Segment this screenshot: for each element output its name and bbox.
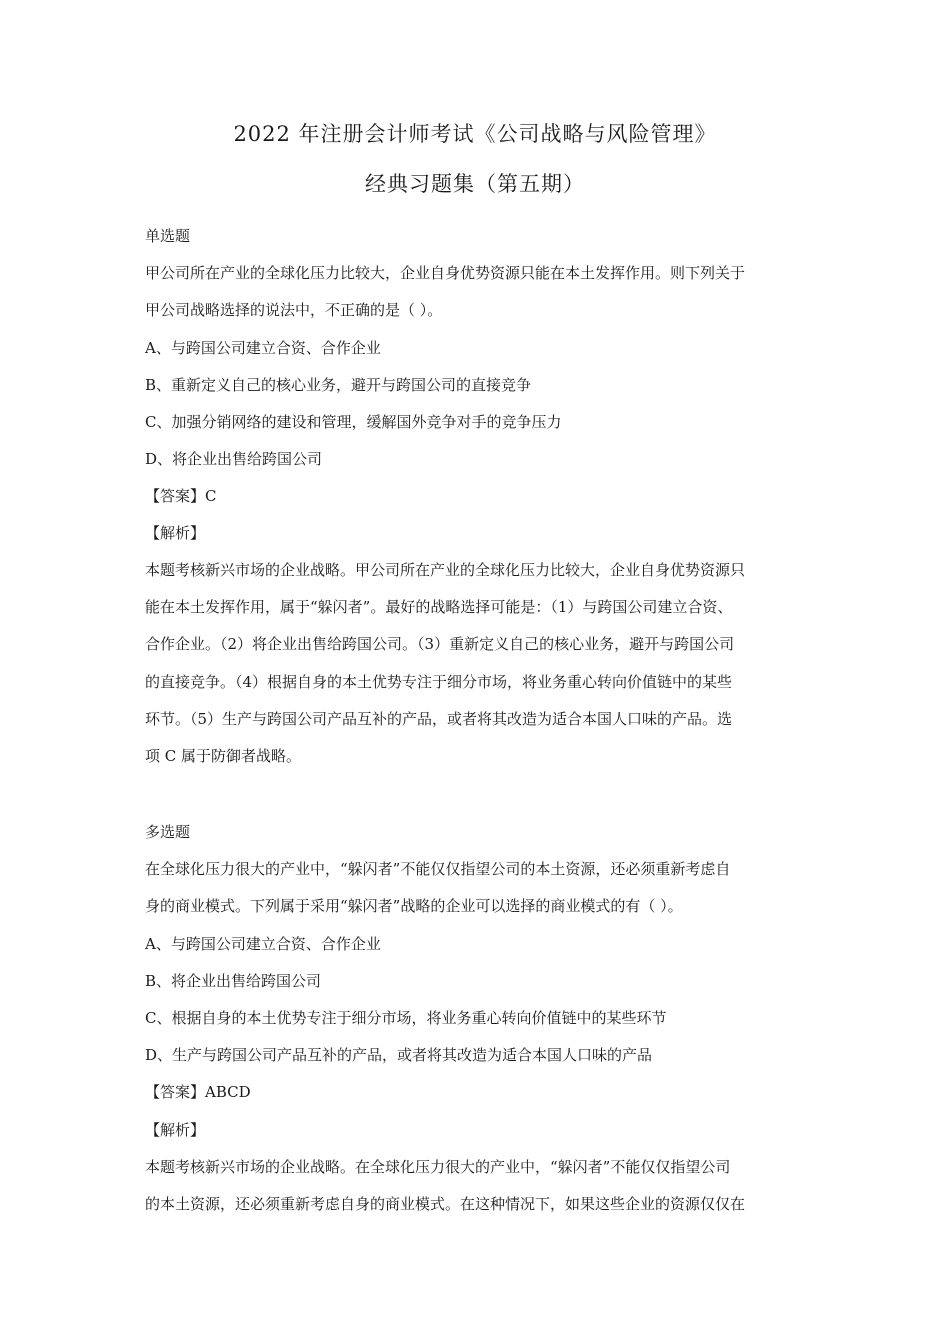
q1-analysis-line6: 项 C 属于防御者战略。 bbox=[145, 747, 302, 765]
q1-stem-line1: 甲公司所在产业的全球化压力比较大，企业自身优势资源只能在本土发挥作用。则下列关于 bbox=[145, 264, 746, 282]
q1-option-c: C、加强分销网络的建设和管理，缓解国外竞争对手的竞争压力 bbox=[145, 413, 562, 431]
q1-answer: 【答案】C bbox=[145, 487, 217, 505]
q2-analysis-line1: 本题考核新兴市场的企业战略。在全球化压力很大的产业中，“躲闪者”不能仅仅指望公司 bbox=[145, 1158, 731, 1176]
q2-option-a: A、与跨国公司建立合资、合作企业 bbox=[145, 935, 381, 953]
document-title: 2022 年注册会计师考试《公司战略与风险管理》 bbox=[233, 122, 717, 146]
q2-stem-line1: 在全球化压力很大的产业中，“躲闪者”不能仅仅指望公司的本土资源，还必须重新考虑自 bbox=[145, 860, 731, 878]
q1-option-a: A、与跨国公司建立合资、合作企业 bbox=[145, 339, 381, 357]
q2-option-d: D、生产与跨国公司产品互补的产品，或者将其改造为适合本国人口味的产品 bbox=[145, 1046, 653, 1064]
q1-analysis-line1: 本题考核新兴市场的企业战略。甲公司所在产业的全球化压力比较大，企业自身优势资源只 bbox=[145, 561, 746, 579]
q1-analysis-line5: 环节。（5）生产与跨国公司产品互补的产品，或者将其改造为适合本国人口味的产品。选 bbox=[145, 710, 733, 728]
q2-analysis-label: 【解析】 bbox=[145, 1121, 206, 1139]
q2-analysis-line2: 的本土资源，还必须重新考虑自身的商业模式。在这种情况下，如果这些企业的资源仅仅在 bbox=[145, 1195, 746, 1213]
q1-analysis-line2: 能在本土发挥作用，属于“躲闪者”。最好的战略选择可能是：（1）与跨国公司建立合资、 bbox=[145, 598, 733, 616]
q1-analysis-line4: 的直接竞争。（4）根据自身的本土优势专注于细分市场，将业务重心转向价值链中的某些 bbox=[145, 673, 733, 691]
q1-analysis-label: 【解析】 bbox=[145, 524, 206, 542]
q1-type: 单选题 bbox=[145, 227, 191, 245]
q1-stem-line2: 甲公司战略选择的说法中，不正确的是（ ）。 bbox=[145, 301, 443, 319]
q2-option-c: C、根据自身的本土优势专注于细分市场，将业务重心转向价值链中的某些环节 bbox=[145, 1009, 667, 1027]
q1-option-b: B、重新定义自己的核心业务，避开与跨国公司的直接竞争 bbox=[145, 376, 532, 394]
q2-type: 多选题 bbox=[145, 823, 191, 841]
q1-analysis-line3: 合作企业。（2）将企业出售给跨国公司。（3）重新定义自己的核心业务，避开与跨国公司 bbox=[145, 635, 735, 653]
q2-stem-line2: 身的商业模式。下列属于采用“躲闪者”战略的企业可以选择的商业模式的有（ ）。 bbox=[145, 897, 683, 915]
q2-option-b: B、将企业出售给跨国公司 bbox=[145, 972, 322, 990]
q1-option-d: D、将企业出售给跨国公司 bbox=[145, 450, 323, 468]
q2-answer: 【答案】ABCD bbox=[145, 1083, 251, 1101]
document-subtitle: 经典习题集（第五期） bbox=[365, 172, 585, 196]
